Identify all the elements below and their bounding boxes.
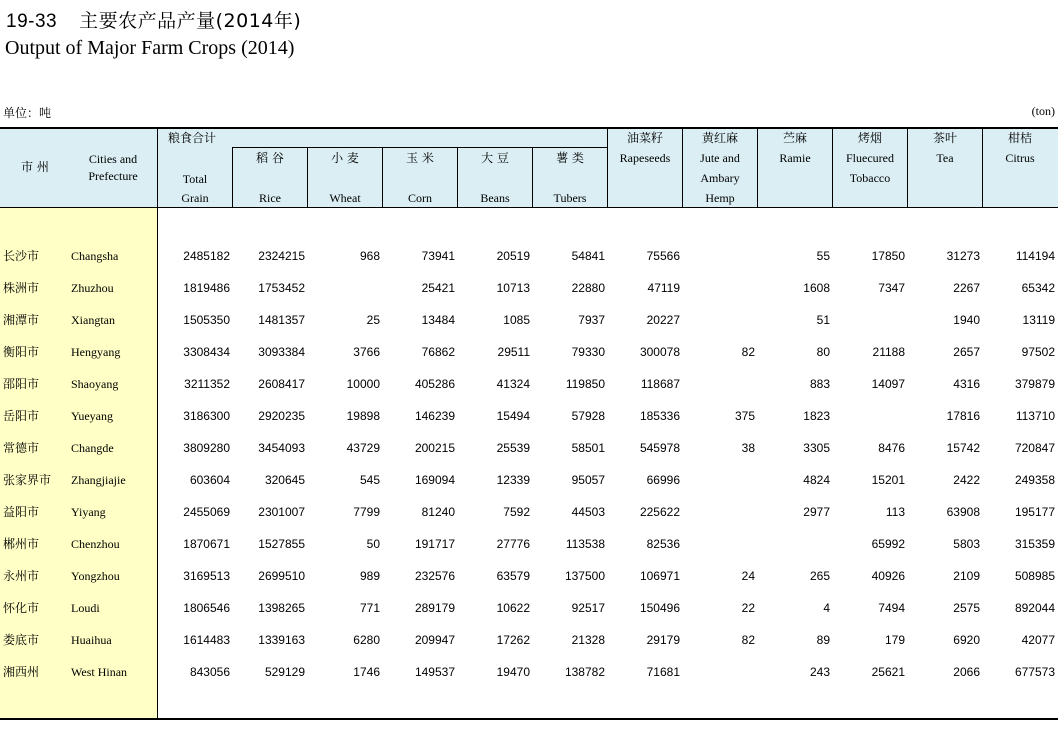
table-cell: 1806546	[183, 601, 230, 615]
table-cell: 92517	[571, 601, 605, 615]
table-cell: 114194	[1015, 249, 1055, 263]
table-cell: 4824	[803, 473, 830, 487]
table-cell: 968	[359, 249, 380, 263]
table-cell: 6280	[353, 633, 380, 647]
table-cell: 54841	[571, 249, 605, 263]
header-rapeseed-cn: 油菜籽	[626, 131, 663, 145]
table-cell: 179	[884, 633, 905, 647]
header-jute-cn: 黄红麻	[701, 131, 738, 145]
row-city-en: Yiyang	[71, 505, 106, 519]
table-cell: 2267	[953, 281, 980, 295]
header-citrus-cn: 柑桔	[1007, 131, 1032, 145]
table-cell: 289179	[414, 601, 455, 615]
row-city-en: Huaihua	[71, 633, 112, 647]
table-cell: 113710	[1015, 409, 1055, 423]
table-cell: 19898	[346, 409, 380, 423]
table-cell: 508985	[1014, 569, 1055, 583]
row-city-cn: 衡阳市	[3, 345, 40, 359]
table-cell: 7494	[878, 601, 905, 615]
table-cell: 200215	[414, 441, 455, 455]
table-cell: 15201	[871, 473, 905, 487]
table-cell: 209947	[414, 633, 455, 647]
table-cell: 79330	[571, 345, 605, 359]
table-cell: 47119	[647, 281, 680, 295]
table-cell: 22	[741, 601, 755, 615]
table-cell: 3169513	[183, 569, 230, 583]
title-cn-text: 主要农产品产量(2014年)	[79, 10, 302, 32]
row-city-cn: 湘潭市	[3, 313, 40, 327]
table-number: 19-33	[6, 11, 58, 32]
row-city-en: Chenzhou	[71, 537, 120, 551]
table-cell: 2575	[953, 601, 980, 615]
table-cell: 2657	[953, 345, 980, 359]
table-cell: 75566	[646, 249, 680, 263]
row-city-en: Xiangtan	[71, 313, 115, 327]
row-city-cn: 株洲市	[3, 281, 40, 295]
table-cell: 81240	[421, 505, 455, 519]
table-cell: 71681	[646, 665, 680, 679]
row-city-cn: 常德市	[3, 441, 40, 455]
table-cell: 82	[741, 633, 755, 647]
header-tobacco-en-1: Fluecured	[846, 151, 894, 165]
table-cell: 25421	[421, 281, 455, 295]
table-cell: 80	[816, 345, 830, 359]
header-wheat-cn: 小 麦	[331, 151, 359, 165]
row-city-en: Hengyang	[71, 345, 121, 359]
table-cell: 7347	[878, 281, 905, 295]
table-cell: 1085	[503, 313, 530, 327]
table-cell: 63908	[946, 505, 980, 519]
table-cell: 20227	[646, 313, 680, 327]
table-cell: 21188	[872, 345, 905, 359]
header-corn-en: Corn	[408, 191, 432, 205]
row-city-cn: 娄底市	[3, 633, 40, 647]
table-cell: 405286	[414, 377, 455, 391]
header-jute-en-2: Ambary	[700, 171, 740, 185]
table-cell: 2455069	[183, 505, 230, 519]
table-cell: 2301007	[258, 505, 305, 519]
table-cell: 3211352	[184, 377, 230, 391]
table-cell: 545978	[639, 441, 680, 455]
table-cell: 3186300	[183, 409, 230, 423]
row-city-en: West Hinan	[71, 665, 128, 679]
table-cell: 1823	[803, 409, 830, 423]
table-cell: 300078	[639, 345, 680, 359]
table-cell: 1398265	[258, 601, 305, 615]
table-cell: 29511	[497, 345, 530, 359]
table-cell: 249358	[1014, 473, 1055, 487]
table-cell: 17262	[496, 633, 530, 647]
table-cell: 195177	[1014, 505, 1055, 519]
table-cell: 1819486	[183, 281, 230, 295]
table-cell: 185336	[639, 409, 680, 423]
table-cell: 65342	[1021, 281, 1055, 295]
header-jute-en-3: Hemp	[705, 191, 735, 205]
header-city-en-1: Cities and	[88, 152, 138, 166]
table-cell: 13119	[1022, 313, 1055, 327]
table-cell: 169094	[414, 473, 455, 487]
table-cell: 2324215	[258, 249, 305, 263]
header-ramie-en: Ramie	[779, 151, 811, 165]
row-city-en: Loudi	[71, 601, 100, 615]
row-city-cn: 邵阳市	[3, 377, 40, 391]
table-cell: 320645	[264, 473, 305, 487]
table-cell: 7799	[353, 505, 380, 519]
header-city-en-2: Prefecture	[88, 169, 138, 183]
row-city-cn: 益阳市	[3, 505, 40, 519]
table-cell: 1870671	[183, 537, 230, 551]
table-cell: 27776	[496, 537, 530, 551]
row-city-cn: 张家界市	[3, 473, 52, 487]
table-cell: 63579	[496, 569, 530, 583]
table-cell: 51	[816, 313, 830, 327]
table-cell: 10622	[496, 601, 530, 615]
table-cell: 545	[359, 473, 380, 487]
header-grain-cn: 粮食合计	[168, 131, 217, 145]
header-rice-en: Rice	[259, 191, 281, 205]
table-cell: 41324	[496, 377, 530, 391]
table-cell: 529129	[264, 665, 305, 679]
table-cell: 2977	[803, 505, 830, 519]
table-cell: 1940	[953, 313, 980, 327]
unit-label-cn: 单位：吨	[3, 106, 52, 120]
table-cell: 1608	[803, 281, 830, 295]
header-tea-en: Tea	[936, 151, 954, 165]
table-cell: 3308434	[183, 345, 230, 359]
header-tubers-cn: 薯 类	[556, 151, 584, 165]
row-city-en: Zhuzhou	[71, 281, 114, 295]
table-cell: 150496	[639, 601, 680, 615]
table-cell: 10713	[496, 281, 530, 295]
table-cell: 137500	[564, 569, 605, 583]
grain-subheader-rule	[232, 147, 607, 148]
table-cell: 20519	[496, 249, 530, 263]
table-cell: 243	[809, 665, 830, 679]
row-city-en: Yongzhou	[71, 569, 120, 583]
header-corn-cn: 玉 米	[406, 151, 434, 165]
header-rapeseed-en: Rapeseeds	[619, 151, 671, 165]
table-cell: 15742	[946, 441, 980, 455]
header-grain-en-1: Total	[182, 172, 208, 186]
table-cell: 31273	[946, 249, 980, 263]
table-cell: 843056	[189, 665, 230, 679]
table-cell: 65992	[871, 537, 905, 551]
table-cell: 191717	[414, 537, 455, 551]
row-city-cn: 岳阳市	[3, 409, 40, 423]
table-cell: 106971	[639, 569, 680, 583]
row-city-cn: 怀化市	[3, 601, 40, 615]
table-cell: 3766	[353, 345, 380, 359]
header-beans-en: Beans	[480, 191, 510, 205]
table-cell: 57928	[571, 409, 605, 423]
table-cell: 379879	[1014, 377, 1055, 391]
table-cell: 42077	[1021, 633, 1055, 647]
table-cell: 8476	[878, 441, 905, 455]
table-cell: 25	[366, 313, 380, 327]
table-cell: 24	[741, 569, 755, 583]
table-bottom-rule	[0, 718, 1058, 720]
table-cell: 5803	[953, 537, 980, 551]
table-cell: 3093384	[258, 345, 305, 359]
header-tubers-en: Tubers	[553, 191, 587, 205]
row-city-en: Shaoyang	[71, 377, 119, 391]
header-tobacco-en-2: Tobacco	[849, 171, 891, 185]
row-city-en: Changde	[71, 441, 114, 455]
table-cell: 14097	[871, 377, 905, 391]
table-cell: 7937	[578, 313, 605, 327]
table-cell: 989	[359, 569, 380, 583]
table-cell: 118687	[640, 377, 680, 391]
page-title-en: Output of Major Farm Crops (2014)	[5, 37, 295, 59]
table-cell: 1753452	[258, 281, 305, 295]
table-cell: 13484	[421, 313, 455, 327]
table-cell: 55	[816, 249, 830, 263]
table-cell: 21328	[571, 633, 605, 647]
table-cell: 113	[885, 505, 905, 519]
table-cell: 17816	[946, 409, 980, 423]
header-wheat-en: Wheat	[329, 191, 361, 205]
table-cell: 82	[741, 345, 755, 359]
table-cell: 43729	[346, 441, 380, 455]
table-cell: 89	[816, 633, 830, 647]
crop-output-table	[0, 127, 1058, 720]
row-city-en: Changsha	[71, 249, 119, 263]
table-cell: 113538	[565, 537, 605, 551]
header-jute-en-1: Jute and	[700, 151, 740, 165]
table-cell: 97502	[1021, 345, 1055, 359]
table-cell: 6920	[953, 633, 980, 647]
table-cell: 1505350	[183, 313, 230, 327]
table-cell: 76862	[421, 345, 455, 359]
table-cell: 50	[366, 537, 380, 551]
header-rice-cn: 稻 谷	[256, 151, 284, 165]
table-cell: 29179	[646, 633, 680, 647]
table-top-rule	[0, 127, 1058, 129]
header-tobacco-cn: 烤烟	[857, 131, 882, 145]
table-cell: 603604	[189, 473, 230, 487]
page-title-cn	[6, 6, 301, 33]
table-cell: 3809280	[183, 441, 230, 455]
unit-label-en: (ton)	[1031, 104, 1055, 118]
row-city-en: Yueyang	[71, 409, 113, 423]
table-cell: 19470	[496, 665, 530, 679]
table-cell: 119850	[565, 377, 605, 391]
table-cell: 265	[809, 569, 830, 583]
table-cell: 1614483	[183, 633, 230, 647]
table-cell: 58501	[571, 441, 605, 455]
row-city-cn: 永州市	[3, 569, 40, 583]
table-cell: 3305	[803, 441, 830, 455]
table-cell: 2920235	[258, 409, 305, 423]
table-cell: 771	[359, 601, 380, 615]
header-ramie-cn: 苎麻	[782, 131, 807, 145]
table-cell: 892044	[1014, 601, 1055, 615]
row-city-en: Zhangjiajie	[71, 473, 126, 487]
table-cell: 15494	[496, 409, 530, 423]
table-cell: 315359	[1014, 537, 1055, 551]
table-cell: 883	[809, 377, 830, 391]
table-cell: 1527855	[258, 537, 305, 551]
table-cell: 4316	[953, 377, 980, 391]
table-cell: 2485182	[183, 249, 230, 263]
table-cell: 4	[823, 601, 830, 615]
row-city-cn: 郴州市	[3, 537, 40, 551]
table-cell: 2422	[953, 473, 980, 487]
table-cell: 2109	[953, 569, 980, 583]
header-city-cn: 市 州	[21, 160, 49, 174]
header-grain-en-2: Grain	[181, 191, 209, 205]
table-cell: 2066	[953, 665, 980, 679]
table-cell: 38	[741, 441, 755, 455]
table-cell: 232576	[414, 569, 455, 583]
table-cell: 375	[734, 409, 755, 423]
table-cell: 1746	[353, 665, 380, 679]
header-bottom-rule	[0, 207, 1058, 208]
table-cell: 677573	[1014, 665, 1055, 679]
row-city-cn: 湘西州	[3, 665, 40, 679]
table-cell: 3454093	[258, 441, 305, 455]
table-cell: 2608417	[258, 377, 305, 391]
table-cell: 95057	[571, 473, 605, 487]
table-cell: 82536	[646, 537, 680, 551]
table-cell: 25621	[871, 665, 905, 679]
table-cell: 12339	[496, 473, 530, 487]
header-beans-cn: 大 豆	[481, 151, 509, 165]
table-cell: 149537	[414, 665, 455, 679]
header-citrus-en: Citrus	[1005, 151, 1035, 165]
table-cell: 138782	[564, 665, 605, 679]
table-cell: 1481357	[258, 313, 305, 327]
table-cell: 720847	[1014, 441, 1055, 455]
table-cell: 22880	[571, 281, 605, 295]
table-cell: 146239	[414, 409, 455, 423]
table-cell: 2699510	[258, 569, 305, 583]
table-cell: 10000	[346, 377, 380, 391]
table-cell: 40926	[871, 569, 905, 583]
table-cell: 44503	[571, 505, 605, 519]
table-cell: 25539	[496, 441, 530, 455]
table-cell: 7592	[503, 505, 530, 519]
table-cell: 225622	[639, 505, 680, 519]
header-tea-cn: 茶叶	[932, 131, 957, 145]
table-cell: 1339163	[258, 633, 305, 647]
row-city-cn: 长沙市	[3, 249, 40, 263]
table-cell: 73941	[421, 249, 455, 263]
table-cell: 66996	[646, 473, 680, 487]
table-cell: 17850	[871, 249, 905, 263]
